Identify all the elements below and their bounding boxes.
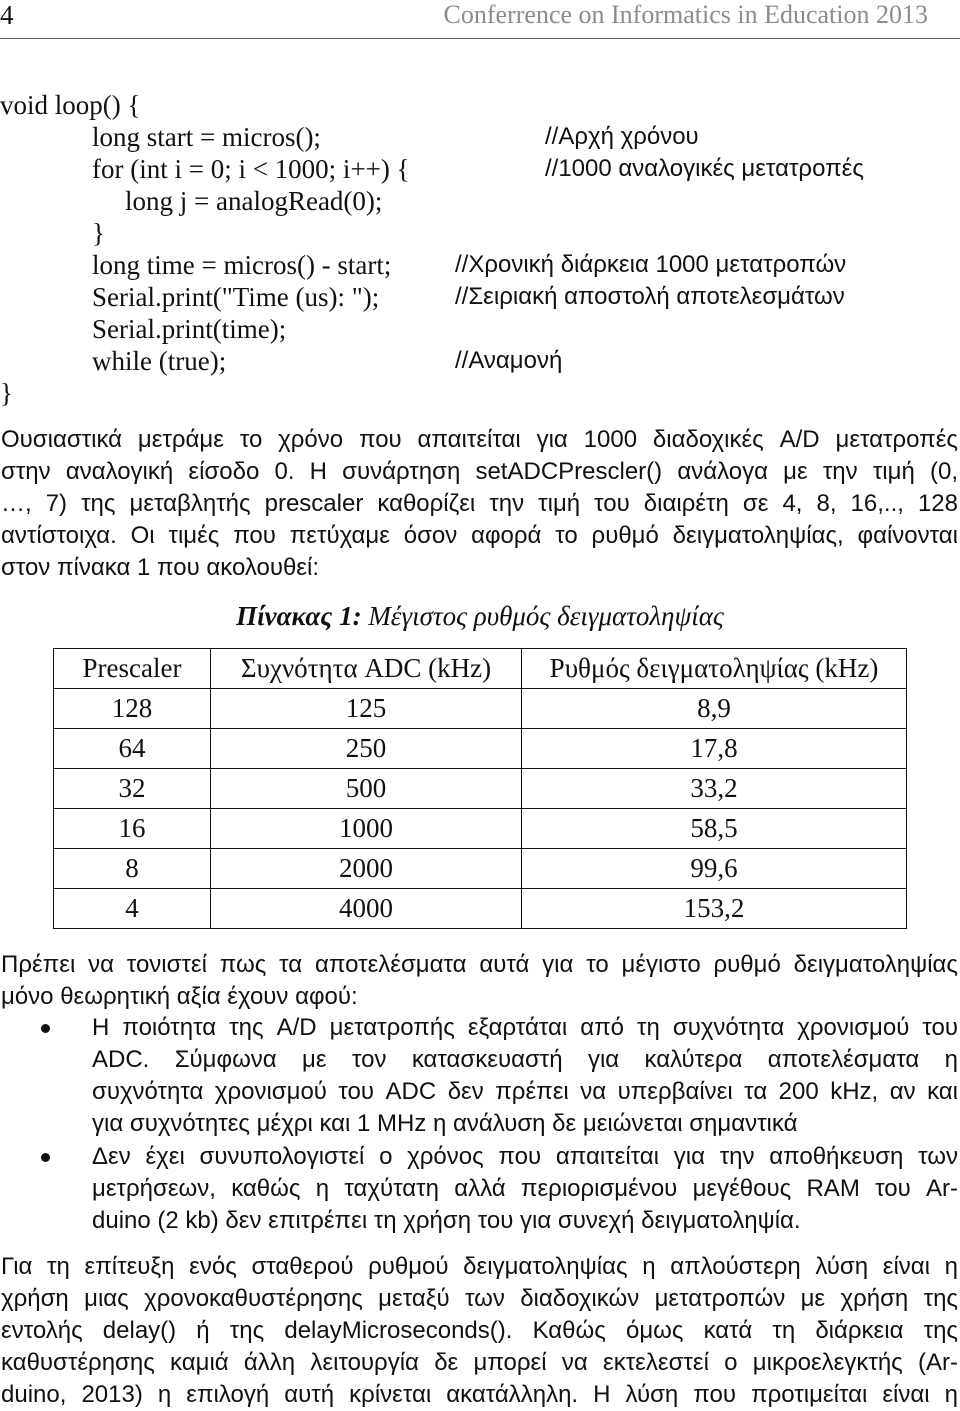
code-comment: //Αρχή χρόνου [545,123,699,150]
table-header-row [54,649,907,689]
bullet-line: μετρήσεων, καθώς η ταχύτατη αλλά περιορισμένου μεγέθους RAM του Ar- [92,1175,958,1202]
code-line [0,153,960,185]
table-cell: 125 [211,689,522,729]
paragraph-line: Για τη επίτευξη ενός σταθερού ρυθμού δειγματοληψίας η απλούστερη λύση είναι η [1,1253,958,1280]
paragraph-1 [1,424,958,584]
table-caption [0,600,960,632]
code-line [0,89,960,121]
table-header-cell: Prescaler [54,649,211,689]
bullet-line: συχνότητα χρονισμού του ADC δεν πρέπει να υπερβαίνει τα 200 kHz, αν και [92,1078,958,1105]
code-line [0,313,960,345]
table-cell: 8,9 [522,689,907,729]
table-cell: 58,5 [522,809,907,849]
code-text: for (int i = 0; i < 1000; i++) { [92,154,410,184]
bullet-item [92,1012,958,1140]
table-cell: 2000 [211,849,522,889]
code-comment: //Αναμονή [455,347,563,374]
table-header-cell: Ρυθμός δειγματοληψίας (kHz) [522,649,907,689]
table-cell: 8 [54,849,211,889]
code-line [0,249,960,281]
paragraph-2 [1,949,958,1013]
table-cell: 17,8 [522,729,907,769]
paragraph-line: Πρέπει να τονιστεί πως τα αποτελέσματα αυτά για το μέγιστο ρυθμό δειγματοληψίας [1,951,958,978]
table-cell: 64 [54,729,211,769]
table-cell: 128 [54,689,211,729]
table-cell: 33,2 [522,769,907,809]
paragraph-line: στην αναλογική είσοδο 0. Η συνάρτηση setADCPrescler() ανάλογα με την τιμή (0, [1,458,958,485]
table-cell: 16 [54,809,211,849]
paragraph-line: εντολής delay() ή της delayMicroseconds(). Καθώς όμως κατά τη διάρκεια της [1,1317,958,1344]
bullet-item [92,1141,958,1237]
code-text: long time = micros() - start; [92,250,392,280]
paragraph-line: αντίστοιχα. Οι τιμές που πετύχαμε όσον αφορά το ρυθμό δειγματοληψίας, φαίνονται [1,522,958,549]
table-caption-label: Πίνακας 1: [236,601,362,631]
table-cell: 32 [54,769,211,809]
code-comment: //Χρονική διάρκεια 1000 μετατροπών [455,251,847,278]
code-comment: //Σειριακή αποστολή αποτελεσμάτων [455,283,845,310]
code-line [0,185,960,217]
code-text: Serial.print(time); [92,314,287,344]
table-row [54,889,907,929]
code-line [0,281,960,313]
table-cell: 4000 [211,889,522,929]
code-line [0,345,960,377]
code-line [0,217,960,249]
bullet-line: Η ποιότητα της A/D μετατροπής εξαρτάται από τη συχνότητα χρονισμού του [92,1014,958,1041]
code-comment: //1000 αναλογικές μετατροπές [545,155,864,182]
code-text: void loop() { [0,90,141,120]
paragraph-line: στον πίνακα 1 που ακολουθεί: [1,554,319,581]
bullet-line: ADC. Σύμφωνα με τον κατασκευαστή για καλύτερα αποτελέσματα η [92,1046,958,1073]
paragraph-line: χρήση μιας χρονοκαθυστέρησης μεταξύ των διαδοχικών μετατροπών με χρήση της [1,1285,958,1312]
table-row [54,689,907,729]
code-block [0,89,960,409]
running-title: Conferrence on Informatics in Education 2013 [443,0,928,29]
bullet-marker [41,1153,50,1162]
code-text: while (true); [92,346,227,376]
bullet-line: duino (2 kb) δεν επιτρέπει τη χρήση του για συνεχή δειγματοληψία. [92,1207,801,1234]
code-line [0,121,960,153]
table-row [54,769,907,809]
bullet-line: για συχνότητες μέχρι και 1 MHz η ανάλυση δε μειώνεται σημαντικά [92,1110,798,1137]
paragraph-line: …, 7) της μεταβλητής prescaler καθορίζει την τιμή του διαιρέτη σε 4, 8, 16,.., 128 [1,490,958,517]
paragraph-line: duino, 2013) η επιλογή αυτή κρίνεται ακατάλληλη. Η λύση που προτιμείται είναι η [1,1381,958,1408]
table-row [54,809,907,849]
header-rule [0,38,960,39]
bullet-line: Δεν έχει συνυπολογιστεί ο χρόνος που απαιτείται για την αποθήκευση των [92,1143,958,1170]
sampling-rate-table [53,648,907,929]
table-cell: 153,2 [522,889,907,929]
code-text: } [92,218,105,248]
code-text: } [0,378,13,408]
code-text: long start = micros(); [92,122,321,152]
code-text: Serial.print("Time (us): "); [92,282,380,312]
table-cell: 1000 [211,809,522,849]
bullet-marker [41,1024,50,1033]
paragraph-line: καθυστέρησης καμιά άλλη λειτουργία δε μπορεί να εκτελεστεί ο μικροελεγκτής (Ar- [1,1349,958,1376]
table-header-cell: Συχνότητα ADC (kHz) [211,649,522,689]
paragraph-line: μόνο θεωρητική αξία έχουν αφού: [1,983,358,1010]
table-cell: 99,6 [522,849,907,889]
paragraph-3 [1,1251,958,1411]
table-row [54,849,907,889]
table-row [54,729,907,769]
table-cell: 500 [211,769,522,809]
page-number: 4 [0,0,14,30]
code-text: long j = analogRead(0); [125,186,383,216]
code-line [0,377,960,409]
paragraph-line: Ουσιαστικά μετράμε το χρόνο που απαιτείται για 1000 διαδοχικές A/D μετατροπές [1,426,958,453]
table-cell: 4 [54,889,211,929]
table-cell: 250 [211,729,522,769]
table-caption-text: Μέγιστος ρυθμός δειγματοληψίας [368,601,724,631]
